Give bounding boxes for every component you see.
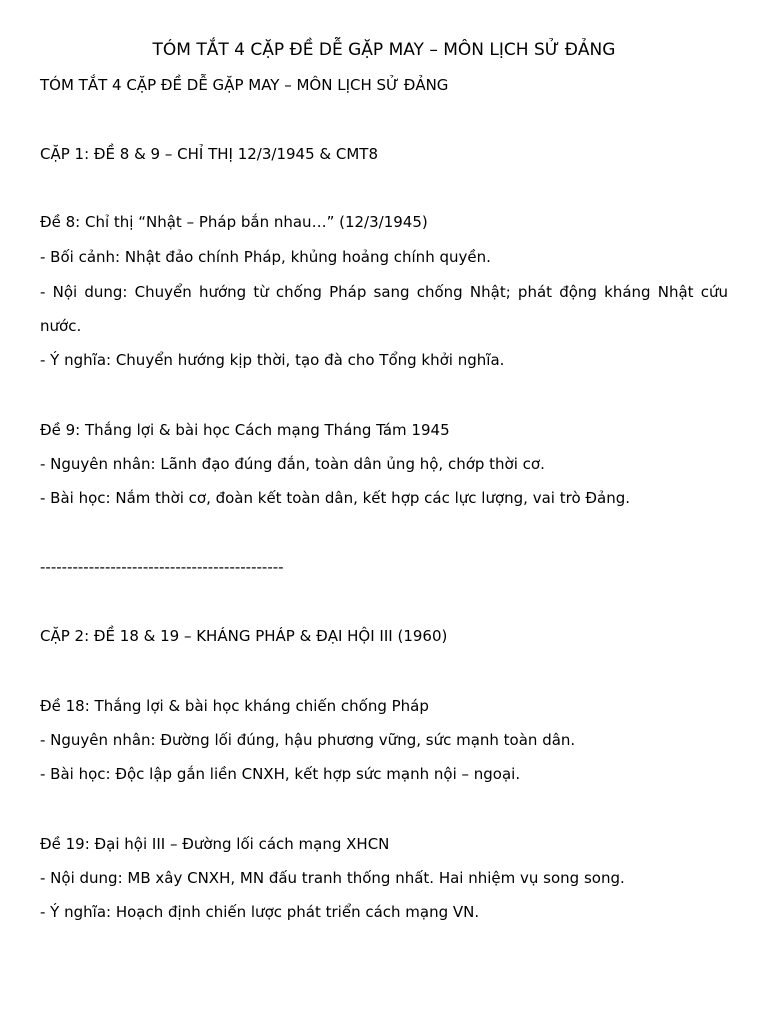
de9-causes: - Nguyên nhân: Lãnh đạo đúng đắn, toàn dân ủng hộ, chớp thời cơ. — [40, 455, 545, 473]
pair2-heading: CẶP 2: ĐỀ 18 & 19 – KHÁNG PHÁP & ĐẠI HỘI III (1960) — [40, 627, 448, 645]
de9-lessons: - Bài học: Nắm thời cơ, đoàn kết toàn dân, kết hợp các lực lượng, vai trò Đảng. — [40, 489, 630, 507]
de8-context: - Bối cảnh: Nhật đảo chính Pháp, khủng hoảng chính quyền. — [40, 248, 491, 266]
de19-title: Đề 19: Đại hội III – Đường lối cách mạng XHCN — [40, 835, 390, 853]
document-subtitle: TÓM TẮT 4 CẶP ĐỀ DỄ GẶP MAY – MÔN LỊCH SỬ ĐẢNG — [40, 76, 449, 94]
de9-title: Đề 9: Thắng lợi & bài học Cách mạng Tháng Tám 1945 — [40, 421, 450, 439]
de19-meaning: - Ý nghĩa: Hoạch định chiến lược phát triển cách mạng VN. — [40, 903, 480, 921]
de18-lessons: - Bài học: Độc lập gắn liền CNXH, kết hợp sức mạnh nội – ngoại. — [40, 765, 521, 783]
de18-title: Đề 18: Thắng lợi & bài học kháng chiến chống Pháp — [40, 697, 429, 715]
de18-causes: - Nguyên nhân: Đường lối đúng, hậu phương vững, sức mạnh toàn dân. — [40, 731, 576, 749]
document-title: TÓM TẮT 4 CẶP ĐỀ DỄ GẶP MAY – MÔN LỊCH SỬ ĐẢNG — [152, 40, 616, 60]
de8-title: Đề 8: Chỉ thị “Nhật – Pháp bắn nhau…” (12/3/1945) — [40, 213, 428, 231]
de8-content-line1: - Nội dung: Chuyển hướng từ chống Pháp sang chống Nhật; phát động kháng Nhật cứu — [40, 283, 728, 301]
de19-content: - Nội dung: MB xây CNXH, MN đấu tranh thống nhất. Hai nhiệm vụ song song. — [40, 869, 625, 887]
de8-meaning: - Ý nghĩa: Chuyển hướng kịp thời, tạo đà cho Tổng khởi nghĩa. — [40, 351, 505, 369]
pair1-heading: CẶP 1: ĐỀ 8 & 9 – CHỈ THỊ 12/3/1945 & CMT8 — [40, 145, 378, 163]
de8-content-line2: nước. — [40, 317, 82, 335]
section-separator: --------------------------------------------- — [40, 558, 284, 576]
